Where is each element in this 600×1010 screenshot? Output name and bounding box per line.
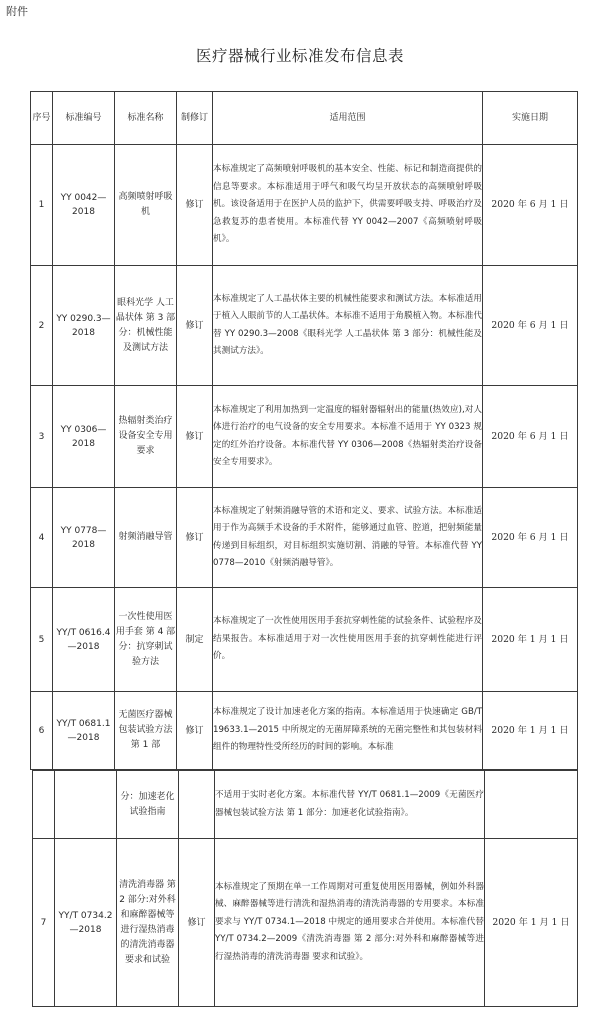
- row-type: 修订: [177, 386, 213, 488]
- header-name: 标准名称: [115, 92, 177, 145]
- table-row: [31, 488, 578, 588]
- row-type: 修订: [177, 266, 213, 386]
- row-code: YY/T 0616.4—2018: [53, 588, 115, 692]
- row-date-empty: [485, 771, 578, 839]
- row-date: 2020 年 6 月 1 日: [483, 266, 578, 386]
- row-code: YY 0778—2018: [53, 488, 115, 588]
- row-date: 2020 年 1 月 1 日: [483, 588, 578, 692]
- row-scope: 本标准规定了一次性使用医用手套抗穿刺性能的试验条件、试验程序及结果报告。本标准适用于对一次性使用医用手套的抗穿刺性能进行评价。: [213, 588, 483, 692]
- table-row-continuation: [33, 771, 578, 839]
- header-date: 实施日期: [483, 92, 578, 145]
- row-no: 6: [31, 692, 53, 770]
- row-no: 3: [31, 386, 53, 488]
- row-name: 热辐射类治疗设备安全专用要求: [115, 386, 177, 488]
- row-code: YY 0042—2018: [53, 145, 115, 266]
- row-date: 2020 年 1 月 1 日: [483, 692, 578, 770]
- table-header-row: [31, 92, 578, 145]
- row-date: 2020 年 6 月 1 日: [483, 145, 578, 266]
- row-date: 2020 年 1 月 1 日: [485, 839, 578, 1007]
- row-no: 7: [33, 839, 55, 1007]
- row-scope: 本标准规定了利用加热到一定温度的辐射器辐射出的能量(热效应),对人体进行治疗的电气设备的安全专用要求。本标准不适用于 YY 0323 规定的红外治疗设备。本标准代替 YY 0306—2008《热辐射类治疗设备安全专用要求》。: [213, 386, 483, 488]
- table-row: [31, 588, 578, 692]
- row-no-empty: [33, 771, 55, 839]
- row-no: 5: [31, 588, 53, 692]
- row-name: 清洗消毒器 第 2 部分:对外科和麻醉器械等进行湿热消毒的清洗消毒器要求和试验: [117, 839, 179, 1007]
- row-type: 制定: [177, 588, 213, 692]
- row-no: 1: [31, 145, 53, 266]
- row-type: 修订: [177, 692, 213, 770]
- row-code: YY/T 0734.2—2018: [55, 839, 117, 1007]
- table-row: [31, 692, 578, 770]
- header-code: 标准编号: [53, 92, 115, 145]
- row-type: 修订: [177, 488, 213, 588]
- table-row: [31, 145, 578, 266]
- row-code: YY 0306—2018: [53, 386, 115, 488]
- attachment-label: 附件: [6, 5, 28, 18]
- table-row: [33, 839, 578, 1007]
- row-no: 2: [31, 266, 53, 386]
- row-scope: 本标准规定了射频消融导管的术语和定义、要求、试验方法。本标准适用于作为高频手术设备的手术附件，能够通过血管、腔道，把射频能量传递到目标组织，对目标组织实施切割、消融的导管。本标准代替 YY 0778—2010《射频消融导管》。: [213, 488, 483, 588]
- row-scope-continued: 不适用于实时老化方案。本标准代替 YY/T 0681.1—2009《无菌医疗器械包装试验方法 第 1 部分：加速老化试验指南》。: [215, 771, 485, 839]
- row-type-empty: [179, 771, 215, 839]
- row-name: 射频消融导管: [115, 488, 177, 588]
- header-scope: 适用范围: [213, 92, 483, 145]
- row-date: 2020 年 6 月 1 日: [483, 386, 578, 488]
- row-scope: 本标准规定了高频喷射呼吸机的基本安全、性能、标记和制造商提供的信息等要求。本标准适用于呼气和吸气均呈开放状态的高频喷射呼吸机。该设备适用于在医护人员的监护下，供需要呼吸支持、呼吸治疗及急救复苏的患者使用。本标准代替 YY 0042—2007《高频喷射呼吸机》。: [213, 145, 483, 266]
- standards-table-continued: [32, 770, 578, 1007]
- row-code-empty: [55, 771, 117, 839]
- row-code: YY/T 0681.1—2018: [53, 692, 115, 770]
- standards-table: [30, 91, 578, 770]
- row-name: 高频喷射呼吸机: [115, 145, 177, 266]
- row-scope: 本标准规定了人工晶状体主要的机械性能要求和测试方法。本标准适用于植入人眼前节的人工晶状体。本标准不适用于角膜植入物。本标准代替 YY 0290.3—2008《眼科光学 人工晶状体 第 3 部分：机械性能及其测试方法》。: [213, 266, 483, 386]
- row-type: 修订: [177, 145, 213, 266]
- row-no: 4: [31, 488, 53, 588]
- row-date: 2020 年 6 月 1 日: [483, 488, 578, 588]
- header-type: 制修订: [177, 92, 213, 145]
- row-type: 修订: [179, 839, 215, 1007]
- row-code: YY 0290.3—2018: [53, 266, 115, 386]
- document-title: 医疗器械行业标准发布信息表: [195, 47, 404, 65]
- row-name-continued: 分：加速老化试验指南: [117, 771, 179, 839]
- row-name: 一次性使用医用手套 第 4 部分：抗穿刺试验方法: [115, 588, 177, 692]
- row-name: 眼科光学 人工晶状体 第 3 部分：机械性能及测试方法: [115, 266, 177, 386]
- row-name: 无菌医疗器械包装试验方法 第 1 部: [115, 692, 177, 770]
- table-row: [31, 266, 578, 386]
- table-row: [31, 386, 578, 488]
- header-no: 序号: [31, 92, 53, 145]
- row-scope: 本标准规定了预期在单一工作周期对可重复使用医用器械，例如外科器械、麻醉器械等进行清洗和湿热消毒的清洗消毒器的专用要求。本标准要求与 YY/T 0734.1—2018 中规定的通用要求合并使用。本标准代替 YY/T 0734.2—2009《清洗消毒器 第 2 部分:对外科和麻醉器械等进行湿热消毒的清洗消毒器 要求和试验》。: [215, 839, 485, 1007]
- row-scope: 本标准规定了设计加速老化方案的指南。本标准适用于快速确定 GB/T 19633.1—2015 中所规定的无菌屏障系统的无菌完整性和其包装材料组件的物理特性受所经历的时间的影响。本标准: [213, 692, 483, 770]
